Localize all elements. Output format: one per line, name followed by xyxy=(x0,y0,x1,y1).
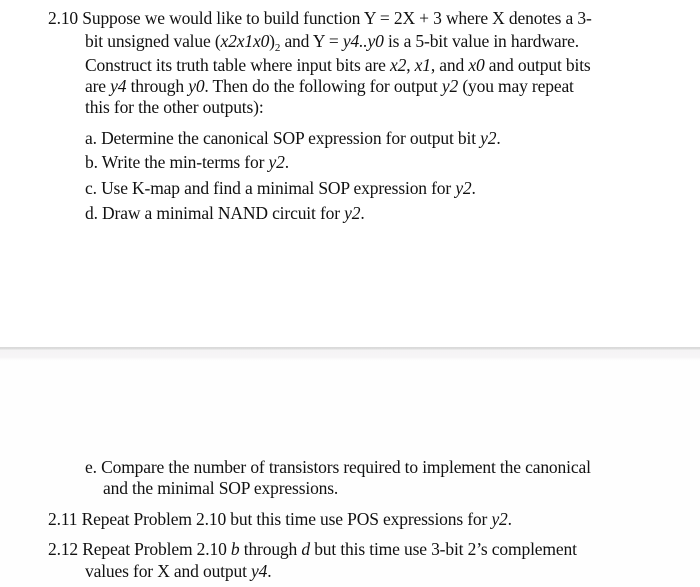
part-e-line-2: and the minimal SOP expressions. xyxy=(103,478,339,498)
problem-2-10-line-2: bit unsigned value $(x2x1x0)_2$ and Y = y4..y0 is a 5-bit value in hardware. xyxy=(85,31,579,54)
part-a: a. Determine the canonical SOP expression for output bit y2. xyxy=(85,128,501,148)
problem-2-10-line-4: are y4 through y0. Then do the following for output y2 (you may repeat xyxy=(85,76,574,96)
problem-2-10-line-5: this for the other outputs): xyxy=(85,97,264,117)
problem-number: 2.12 xyxy=(48,539,79,559)
part-d: d. Draw a minimal NAND circuit for y2. xyxy=(85,203,365,223)
problem-2-11: 2.11 Repeat Problem 2.10 but this time use POS expressions for y2. xyxy=(48,509,512,529)
part-e-line-1: e. Compare the number of transistors required to implement the canonical xyxy=(85,457,591,477)
problem-2-10-line-3: Construct its truth table where input bits are x2, x1, and x0 and output bits xyxy=(85,55,591,75)
problem-number: 2.11 xyxy=(48,509,78,529)
problem-2-12-line-2: values for X and output y4. xyxy=(85,561,272,581)
page-bottom xyxy=(0,361,700,587)
problem-2-12-line-1: 2.12 Repeat Problem 2.10 b through d but this time use 3-bit 2’s complement xyxy=(48,539,577,559)
part-c: c. Use K-map and find a minimal SOP expression for y2. xyxy=(85,178,476,198)
part-b: b. Write the min-terms for y2. xyxy=(85,152,289,172)
problem-number: 2.10 xyxy=(48,8,79,28)
page-separator xyxy=(0,347,700,361)
problem-2-10-line-1: 2.10 Suppose we would like to build function Y = 2X + 3 where X denotes a 3- xyxy=(48,8,592,28)
